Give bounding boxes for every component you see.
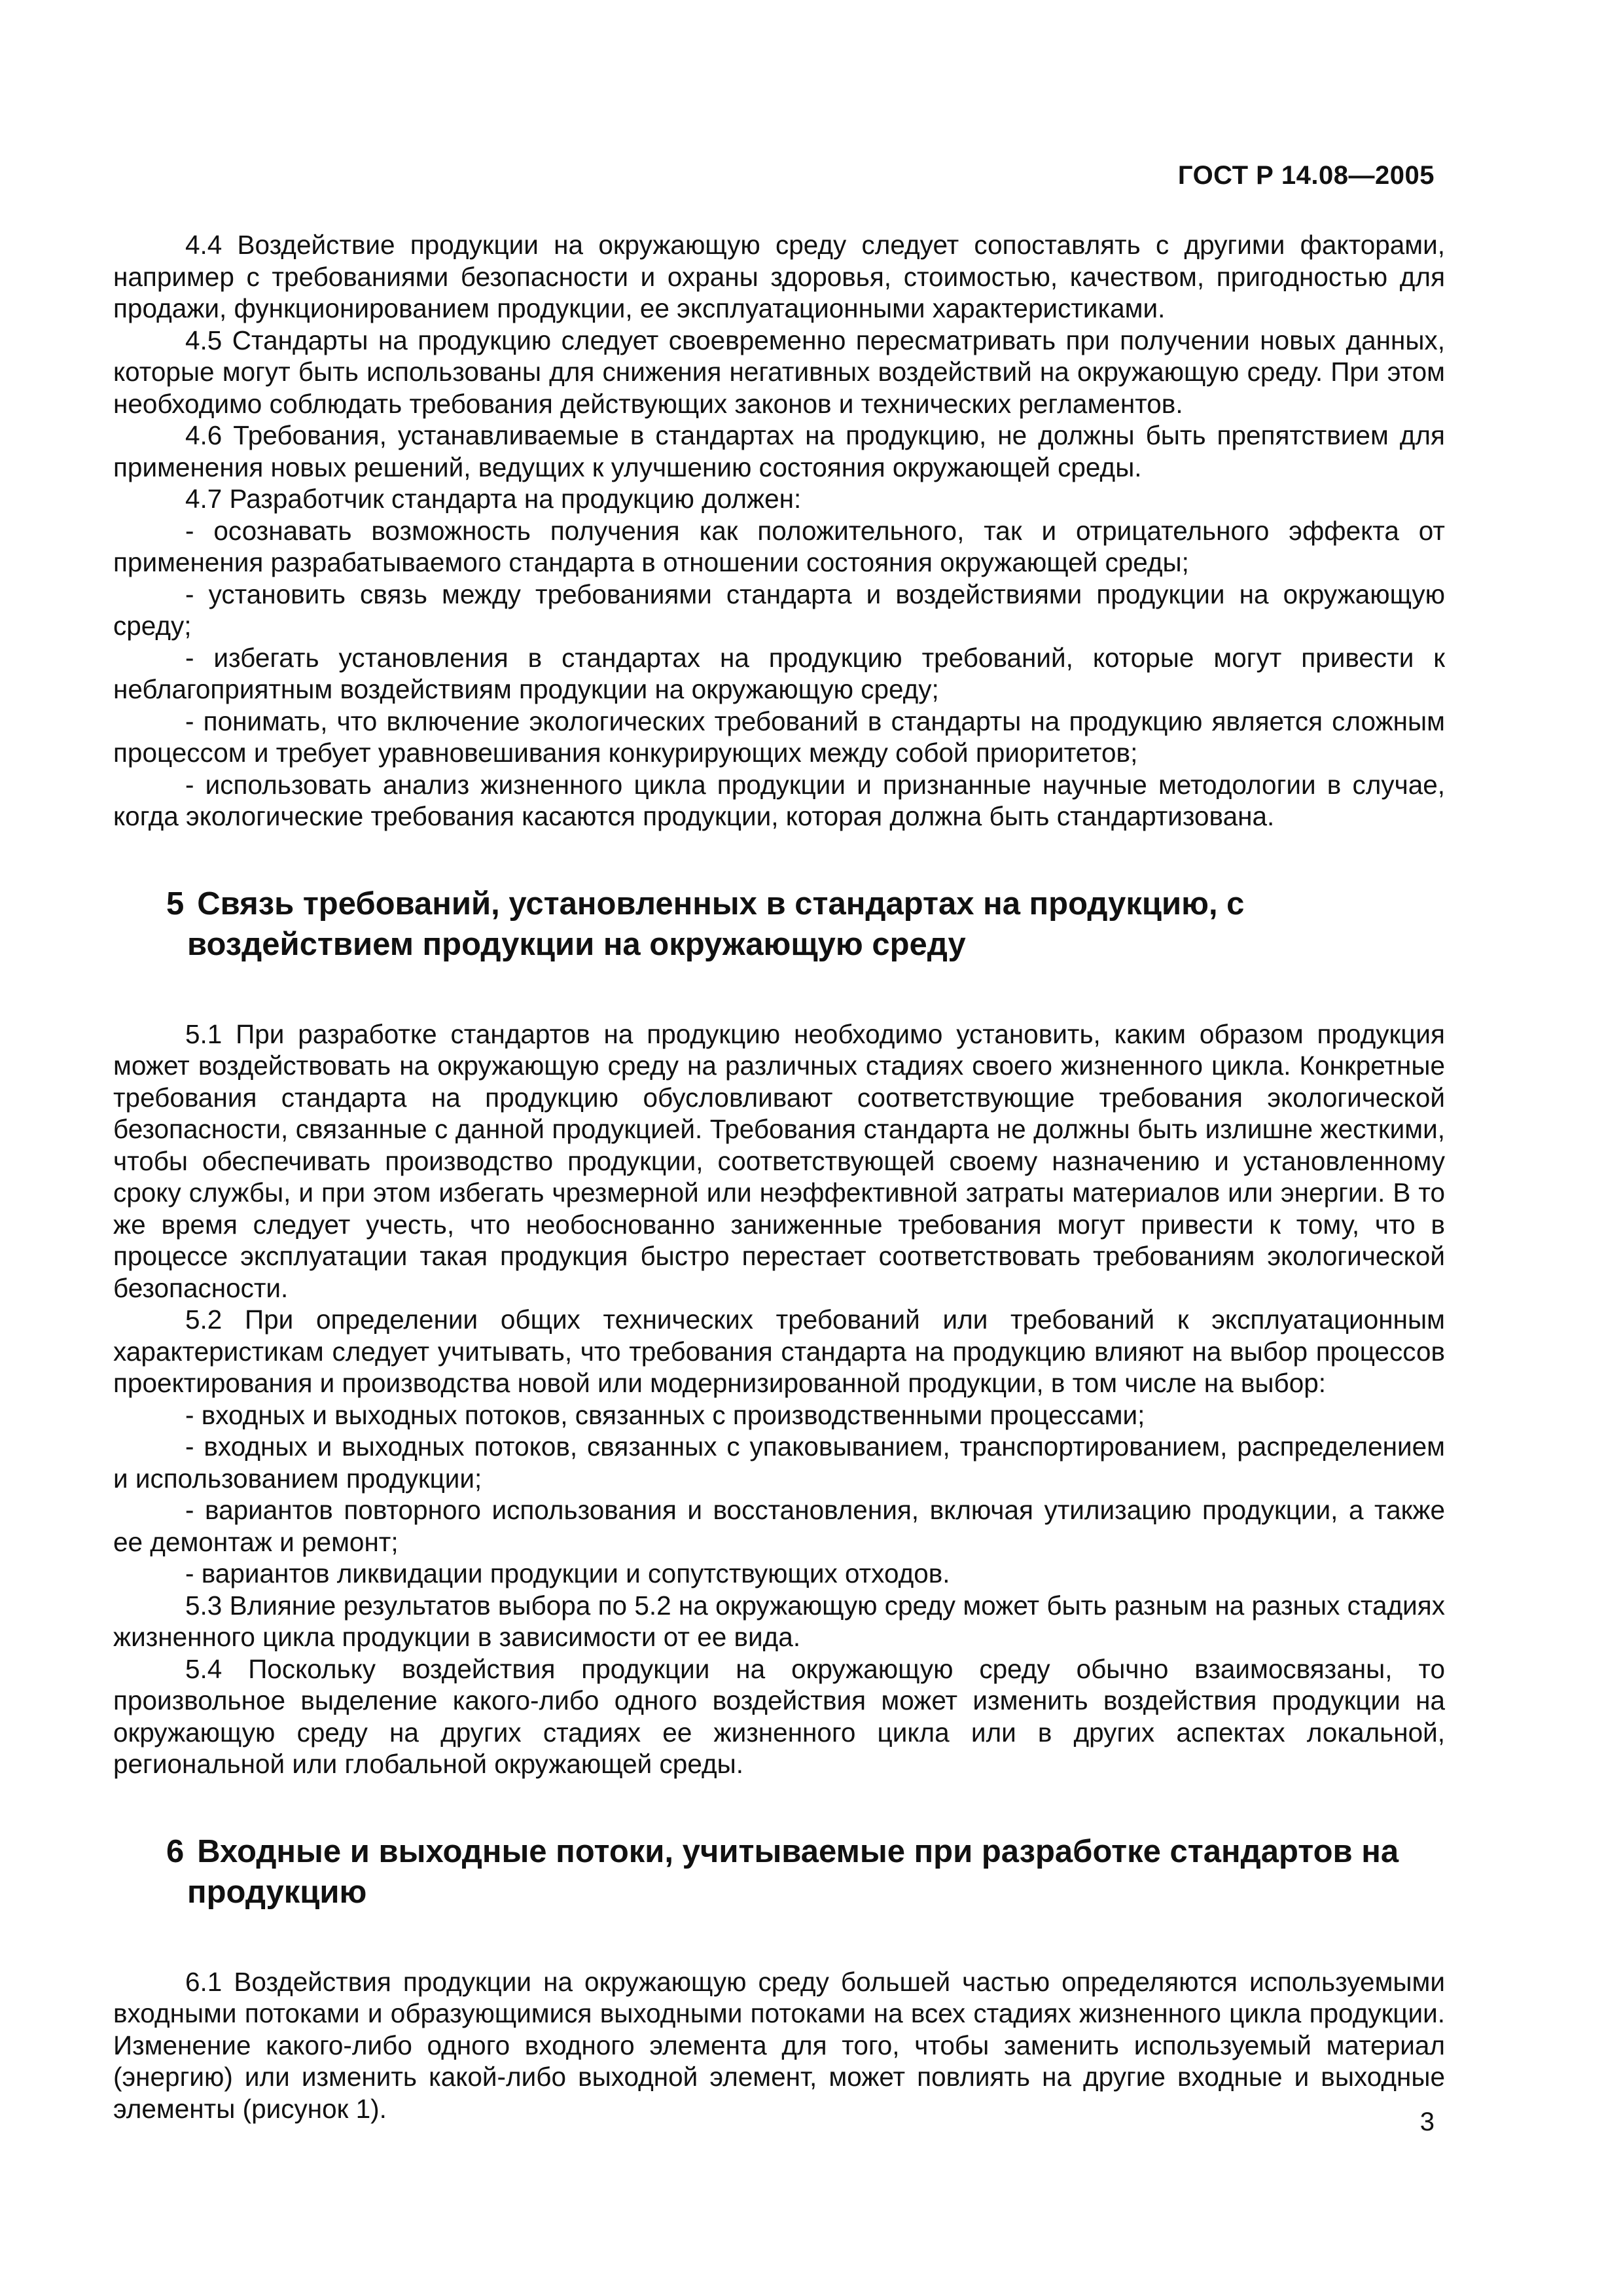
- section-6-heading: [113, 1831, 1445, 1912]
- list-item: - входных и выходных потоков, связанных с производственными процессами;: [185, 1399, 1145, 1430]
- paragraph-5-2: 5.2 При определении общих технических требований или требований к эксплуатационным характеристикам следует учитывать, что требования стандарта на продукцию влияют на выбор процессов проектирования и производства новой или модернизированной продукции, в том числе на выбор:: [113, 1304, 1445, 1398]
- paragraph-4-7: 4.7 Разработчик стандарта на продукцию должен:: [185, 484, 802, 514]
- paragraph-6-1: 6.1 Воздействия продукции на окружающую среду большей частью определяются используемыми входными потоками и образующимися выходными потоками на всех стадиях жизненного цикла продукции. Изменение какого-либо одного входного элемента для того, чтобы заменить используемый материал (энергию) или изменить какой-либо выходной элемент, может повлиять на другие входные и выходные элементы (рисунок 1).: [113, 1966, 1445, 2124]
- section-5-number: 5: [166, 886, 185, 922]
- list-item: - входных и выходных потоков, связанных с упаковыванием, транспортированием, распределением и использованием продукции;: [113, 1431, 1445, 1494]
- section-5-heading: [113, 884, 1445, 965]
- body-text: [113, 229, 1445, 2125]
- paragraph-4-5: 4.5 Стандарты на продукцию следует своевременно пересматривать при получении новых данных, которые могут быть использованы для снижения негативных воздействий на окружающую среду. При этом необходимо соблюдать требования действующих законов и технических регламентов.: [113, 325, 1445, 419]
- paragraph-4-4: 4.4 Воздействие продукции на окружающую среду следует сопоставлять с другими факторами, например с требованиями безопасности и охраны здоровья, стоимостью, качеством, пригодностью для продажи, функционированием продукции, ее эксплуатационными характеристиками.: [113, 230, 1445, 323]
- paragraph-5-3: 5.3 Влияние результатов выбора по 5.2 на окружающую среду может быть разным на разных стадиях жизненного цикла продукции в зависимости от ее вида.: [113, 1590, 1445, 1652]
- list-item: - вариантов повторного использования и восстановления, включая утилизацию продукции, а также ее демонтаж и ремонт;: [113, 1495, 1445, 1557]
- page-number: 3: [1419, 2108, 1435, 2136]
- list-item: - избегать установления в стандартах на продукцию требований, которые могут привести к неблагоприятным воздействиям продукции на окружающую среду;: [113, 642, 1445, 704]
- paragraph-5-1: 5.1 При разработке стандартов на продукцию необходимо установить, каким образом продукция может воздействовать на окружающую среду на различных стадиях своего жизненного цикла. Конкретные требования стандарта на продукцию обусловливают соответствующие требования экологической безопасности, связанные с данной продукцией. Требования стандарта не должны быть излишне жесткими, чтобы обеспечивать производство продукции, соответствующей своему назначению и установленному сроку службы, и при этом избегать чрезмерной или неэффективной затраты материалов или энергии. В то же время следует учесть, что необоснованно заниженные требования могут привести к тому, что в процессе эксплуатации такая продукция быстро перестает соответствовать требованиям экологической безопасности.: [113, 1018, 1445, 1303]
- section-6-number: 6: [166, 1833, 185, 1869]
- list-item: - использовать анализ жизненного цикла продукции и признанные научные методологии в случае, когда экологические требования касаются продукции, которая должна быть стандартизована.: [113, 769, 1445, 831]
- list-item: - понимать, что включение экологических требований в стандарты на продукцию является сложным процессом и требует уравновешивания конкурирующих между собой приоритетов;: [113, 706, 1445, 768]
- list-item: - осознавать возможность получения как положительного, так и отрицательного эффекта от применения разрабатываемого стандарта в отношении состояния окружающей среды;: [113, 515, 1445, 577]
- paragraph-4-6: 4.6 Требования, устанавливаемые в стандартах на продукцию, не должны быть препятствием для применения новых решений, ведущих к улучшению состояния окружающей среды.: [113, 420, 1445, 482]
- list-item: - установить связь между требованиями стандарта и воздействиями продукции на окружающую среду;: [113, 579, 1445, 641]
- paragraph-5-4: 5.4 Поскольку воздействия продукции на окружающую среду обычно взаимосвязаны, то произвольное выделение какого-либо одного воздействия может изменить воздействия продукции на окружающую среду на других стадиях ее жизненного цикла или в других аспектах локальной, региональной или глобальной окружающей среды.: [113, 1653, 1445, 1779]
- section-6-title: Входные и выходные потоки, учитываемые при разработке стандартов на продукцию: [187, 1833, 1399, 1910]
- section-5-title: Связь требований, установленных в стандартах на продукцию, с воздействием продукции на окружающую среду: [187, 886, 1245, 962]
- list-item: - вариантов ликвидации продукции и сопутствующих отходов.: [185, 1558, 950, 1588]
- document-code: ГОСТ Р 14.08—2005: [1177, 161, 1435, 190]
